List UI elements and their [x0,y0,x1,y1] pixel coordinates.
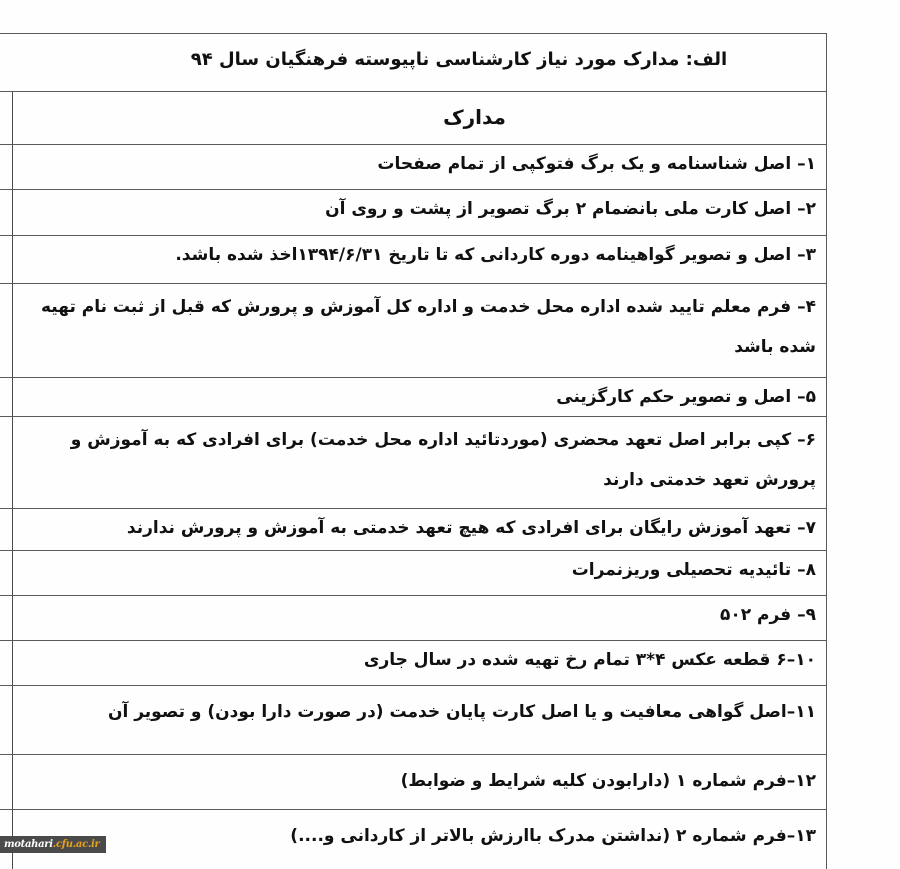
document-item-12: ۱۲–فرم شماره ۱ (دارابودن کلیه شرایط و ضوابط) [12,755,826,809]
document-item-11: ۱۱–اصل گواهی معافیت و یا اصل کارت پایان خدمت (در صورت دارا بودن) و تصویر آن [12,686,826,754]
column-heading: مدارک [12,92,826,144]
table-row [0,685,826,754]
table-heading-row [0,91,826,144]
document-item-8: ۸– تائیدیه تحصیلی وریزنمرات [12,551,826,595]
table-row [0,416,826,508]
document-item-1: ۱– اصل شناسنامه و یک برگ فتوکپی از تمام صفحات [12,145,826,189]
table-row [0,595,826,640]
document-item-6: ۶– کپی برابر اصل تعهد محضری (موردتائید اداره محل خدمت) برای افرادی که به آموزش و پرورش تعهد خدمتی دارند [12,417,826,508]
table-row [0,189,826,235]
table-row [0,377,826,416]
site-watermark [0,836,106,853]
watermark-domain-suffix: .cfu.ac.ir [52,839,100,850]
table-row [0,144,826,189]
document-item-2: ۲– اصل کارت ملی بانضمام ۲ برگ تصویر از پشت و روی آن [12,190,826,235]
watermark-domain-name: motahari [4,839,53,850]
table-title: الف: مدارک مورد نیاز کارشناسی ناپیوسته فرهنگیان سال ۹۴ [190,49,728,70]
table-row [0,283,826,377]
document-item-13: ۱۳–فرم شماره ۲ (نداشتن مدرک باارزش بالاتر از کاردانی و....) [12,810,826,869]
table-row [0,809,826,869]
table-row [0,754,826,809]
document-item-3: ۳– اصل و تصویر گواهینامه دوره کاردانی که تا تاریخ ۱۳۹۴/۶/۳۱اخذ شده باشد. [12,236,826,283]
document-item-7: ۷– تعهد آموزش رایگان برای افرادی که هیچ تعهد خدمتی به آموزش و پرورش ندارند [12,509,826,550]
document-item-5: ۵– اصل و تصویر حکم کارگزینی [12,378,826,416]
table-row [0,640,826,685]
document-item-4: ۴– فرم معلم تایید شده اداره محل خدمت و اداره کل آموزش و پرورش که قبل از ثبت نام تهیه شده باشد [12,284,826,377]
table-title-row [0,33,826,91]
requirements-table [0,33,827,869]
document-item-9: ۹– فرم ۵۰۲ [12,596,826,640]
table-row [0,508,826,550]
document-item-10: ۱۰–۶ قطعه عکس ۴*۳ تمام رخ تهیه شده در سال جاری [12,641,826,685]
table-row [0,235,826,283]
table-row [0,550,826,595]
